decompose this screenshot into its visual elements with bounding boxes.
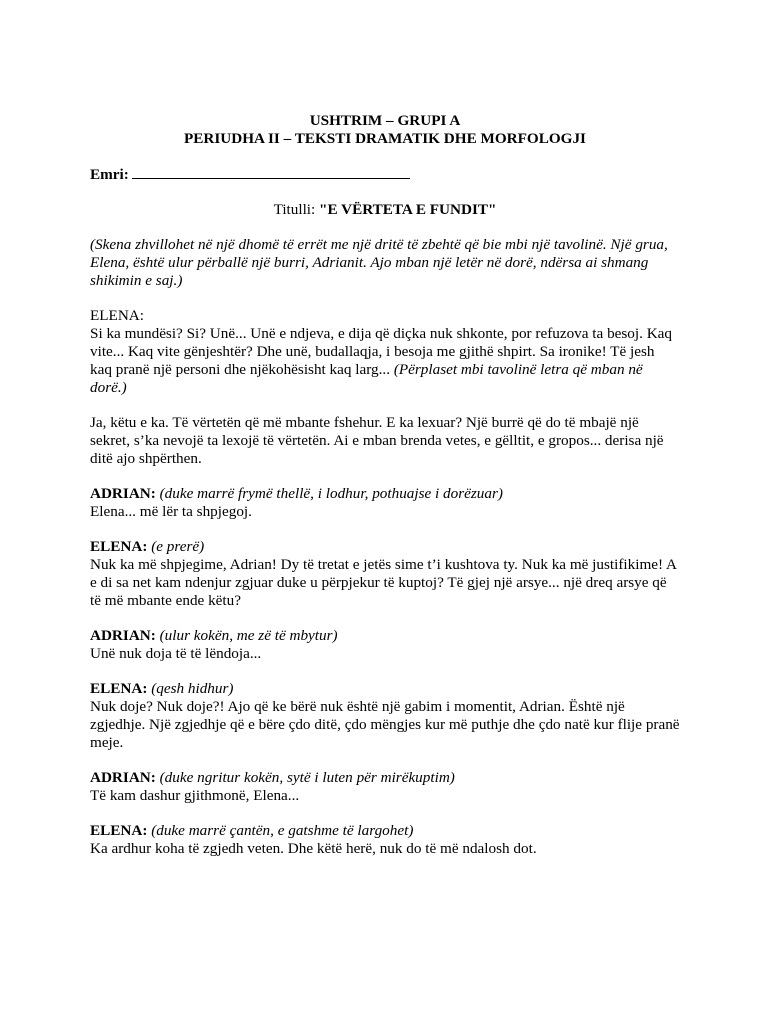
dialogue-block (90, 414, 680, 468)
title-line (90, 201, 680, 219)
speaker-line (90, 769, 680, 787)
speaker-name: ADRIAN: (90, 485, 156, 502)
speaker-line (90, 485, 680, 503)
document-content (90, 112, 680, 858)
dialogue-text: Ja, këtu e ka. Të vërtetën që më mbante fshehur. E ka lexuar? Një burrë që do të mbajë një sekret, s’ka nevojë ta lexojë të vërtetën. Ai e mban brenda vetes, e gëlltit, e gropos... derisa një ditë ajo shpërthen. (90, 414, 664, 467)
dialogue-text: Unë nuk doja të të lëndoja... (90, 645, 262, 662)
speaker-direction: (duke ngritur kokën, sytë i luten për mirëkuptim) (159, 769, 455, 786)
dialogue-block (90, 538, 680, 610)
speaker-name: ADRIAN: (90, 627, 156, 644)
speaker-name: ADRIAN: (90, 769, 156, 786)
speaker-direction: (qesh hidhur) (151, 680, 234, 697)
speaker-line (90, 538, 680, 556)
title-value: "E VËRTETA E FUNDIT" (319, 201, 497, 218)
speaker-direction: (e prerë) (151, 538, 205, 555)
speaker-line (90, 627, 680, 645)
speaker-direction: (ulur kokën, me zë të mbytur) (159, 627, 338, 644)
dialogue-block (90, 627, 680, 663)
heading-line-2: PERIUDHA II – TEKSTI DRAMATIK DHE MORFOLOGJI (184, 130, 586, 147)
heading-line-1: USHTRIM – GRUPI A (309, 112, 461, 129)
dialogue-block (90, 485, 680, 521)
speaker-name: ELENA: (90, 307, 144, 324)
dialogue-text: Elena... më lër ta shpjegoj. (90, 503, 252, 520)
dialogue-line: Si ka mundësi? Si? Unë... Unë e ndjeva, e dija që diçka nuk shkonte, por refuzova ta besoj. Kaq vite... Kaq vite gënjeshtër? Dhe unë, budallaqja, i besoja me gjithë shpirt. Sa ironike! Të jesh kaq pranë një personi dhe njëkohësisht kaq larg... (90, 325, 673, 378)
speaker-name: ELENA: (90, 538, 148, 555)
speaker-line (90, 822, 680, 840)
dialogue-text: Nuk ka më shpjegime, Adrian! Dy të tretat e jetës sime t’i kushtova ty. Nuk ka më justifikime! A e di sa net kam ndenjur zgjuar duke u përpjekur të kuptoj? Të gjej një arsye... një dreq arsye që të më mbante ende këtu? (90, 556, 677, 609)
dialogue-block (90, 769, 680, 805)
dialogue-text: Ka ardhur koha të zgjedh veten. Dhe këtë herë, nuk do të më ndalosh dot. (90, 840, 537, 857)
dialogue-text (90, 325, 680, 397)
speaker-name: ELENA: (90, 822, 148, 839)
dialogue-text: Nuk doje? Nuk doje?! Ajo që ke bërë nuk është një gabim i momentit, Adrian. Është një zgjedhje. Një zgjedhje që e bëre çdo ditë, çdo mëngjes kur më puthje dhe çdo natë kur flije pranë meje. (90, 698, 680, 751)
inline-stage-direction: (Përplaset mbi tavolinë letra që mban në dorë.) (90, 361, 643, 396)
dialogue-block (90, 680, 680, 752)
speaker-direction: (duke marrë frymë thellë, i lodhur, pothuajse i dorëzuar) (159, 485, 503, 502)
speaker-direction: (duke marrë çantën, e gatshme të largohet) (151, 822, 414, 839)
title-label: Titulli: (273, 201, 320, 218)
speaker-line (90, 680, 680, 698)
name-blank-line[interactable] (132, 165, 410, 179)
dialogue-text: Të kam dashur gjithmonë, Elena... (90, 787, 300, 804)
opening-stage-direction: (Skena zhvillohet në një dhomë të errët me një dritë të zbehtë që bie mbi një tavolinë. Një grua, Elena, është ulur përballë një burri, Adrianit. Ajo mban një letër në dorë, ndërsa ai shmang shikimin e saj.) (90, 236, 668, 289)
dialogue-block (90, 822, 680, 858)
speaker-name: ELENA: (90, 680, 148, 697)
name-label: Emri: (90, 166, 129, 183)
dialogue-block (90, 307, 680, 397)
name-field (90, 165, 680, 184)
